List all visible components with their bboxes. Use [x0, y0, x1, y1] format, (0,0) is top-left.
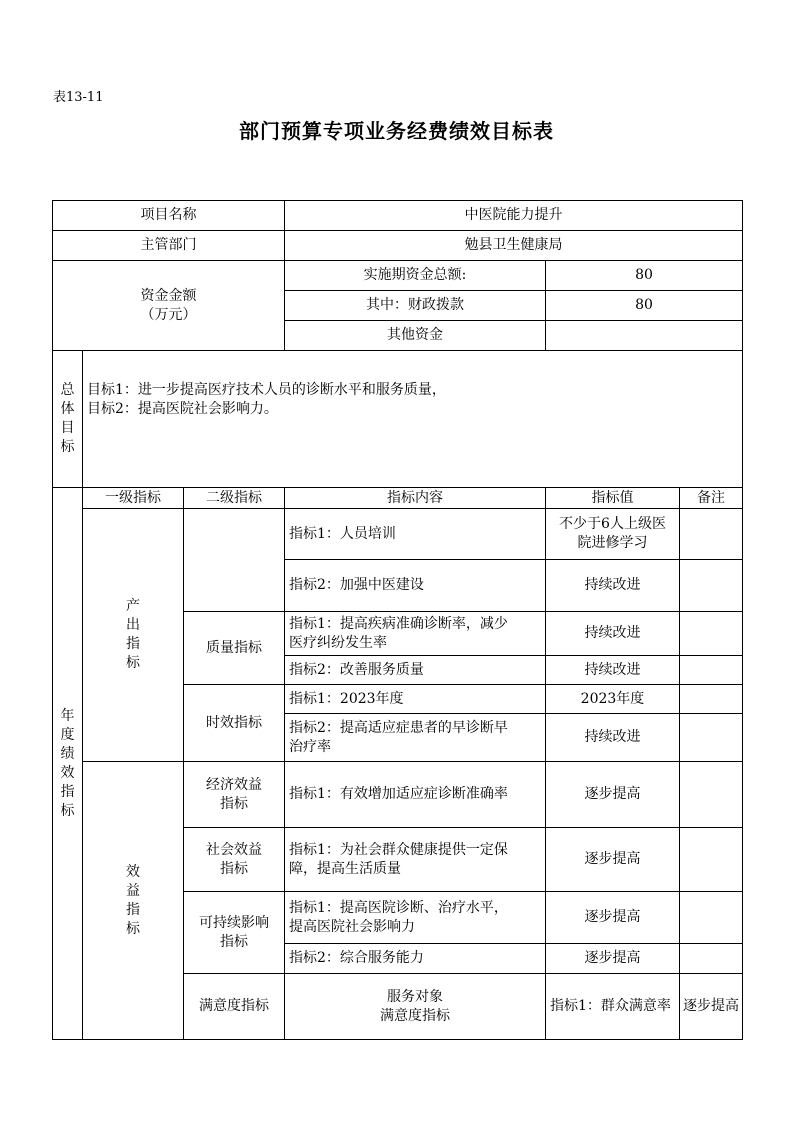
annual-label-char: 标: [60, 802, 75, 819]
annual-label: [53, 488, 83, 1040]
social-label-line1: 社会效益: [206, 841, 262, 858]
economic-label-line1: 经济效益: [206, 776, 262, 793]
output-indicator-label: [83, 509, 184, 762]
indicator-content: 指标1：有效增加适应症诊断准确率: [285, 762, 546, 828]
indicator-remark: [680, 656, 743, 685]
benefit-label-char: 标: [126, 920, 140, 937]
header-level2: 二级指标: [184, 488, 285, 509]
department-row: [53, 231, 743, 261]
satisfaction-sub-label: [285, 974, 546, 1040]
overall-goal-char: 体: [60, 401, 75, 417]
annual-label-char: 效: [60, 764, 75, 781]
economic-indicator-label: [184, 762, 285, 828]
project-row: [53, 201, 743, 231]
quantity-indicator-label: [184, 509, 285, 612]
document-title: 部门预算专项业务经费绩效目标表: [239, 119, 554, 143]
social-indicator-label: [184, 828, 285, 892]
table-row: [53, 762, 743, 828]
benefit-label-char: 指: [126, 901, 140, 918]
benefit-label-char: 效: [126, 863, 140, 880]
benefit-indicator-label: [83, 762, 184, 1040]
social-label-line2: 指标: [220, 860, 248, 877]
funds-label-line2: （万元）: [140, 306, 197, 323]
indicator-content-line2: 医疗纠纷发生率: [289, 634, 387, 651]
funds-other-value: [546, 321, 743, 351]
indicator-content: [285, 612, 546, 656]
project-label: 项目名称: [53, 201, 285, 231]
overall-goal-label: [53, 351, 83, 488]
indicator-value: 逐步提高: [546, 762, 680, 828]
indicator-value-line1: 不少于6人上级医: [559, 516, 666, 532]
indicator-value: 2023年度: [546, 685, 680, 714]
output-label-char: 指: [126, 636, 140, 652]
overall-goal-text: [83, 351, 743, 488]
benefit-label-char: 益: [126, 882, 140, 899]
indicator-remark: [680, 612, 743, 656]
overall-goal-char: 标: [60, 439, 75, 455]
indicator-value-line2: 院进修学习: [577, 535, 648, 551]
timeliness-indicator-label: 时效指标: [184, 685, 285, 762]
overall-goal-line1: 目标1：进一步提高医疗技术人员的诊断水平和服务质量，: [87, 382, 446, 398]
sustainable-indicator-label: [184, 892, 285, 974]
annual-label-char: 绩: [60, 745, 75, 762]
indicator-value: 持续改进: [546, 612, 680, 656]
indicator-remark: [680, 560, 743, 612]
indicator-content: 指标2：改善服务质量: [285, 656, 546, 685]
funds-total-row: [53, 261, 743, 291]
table-row: [53, 509, 743, 560]
indicator-content: [285, 714, 546, 762]
indicator-content: [285, 892, 546, 944]
indicator-content-line1: 指标1：为社会群众健康提供一定保: [289, 841, 508, 858]
header-content: 指标内容: [285, 488, 546, 509]
indicator-content-line2: 提高医院社会影响力: [289, 918, 415, 935]
indicator-value: 持续改进: [546, 560, 680, 612]
indicator-content-line1: 指标1：提高疾病准确诊断率，减少: [289, 615, 508, 632]
funds-fiscal-label: 其中：财政拨款: [285, 291, 546, 321]
department-value: 勉县卫生健康局: [285, 231, 743, 261]
indicator-remark: [680, 828, 743, 892]
funds-label: [53, 261, 285, 351]
indicator-value: 逐步提高: [546, 828, 680, 892]
indicator-remark: [680, 685, 743, 714]
funds-total-label: 实施期资金总额:: [285, 261, 546, 291]
funds-total-value: 80: [546, 261, 743, 291]
indicator-remark: [680, 714, 743, 762]
header-remark: 备注: [680, 488, 743, 509]
indicator-remark: [680, 892, 743, 944]
funds-other-label: 其他资金: [285, 321, 546, 351]
table-number: 表13-11: [53, 90, 104, 105]
annual-label-char: 年: [60, 707, 75, 724]
sustainable-label-line1: 可持续影响: [199, 914, 269, 931]
annual-label-char: 度: [60, 726, 75, 743]
satisfaction-sub-label-line2: 满意度指标: [380, 1007, 450, 1024]
indicator-content: 指标1：人员培训: [285, 509, 546, 560]
indicator-content: 指标1：2023年度: [285, 685, 546, 714]
indicator-remark: [680, 762, 743, 828]
indicator-content: 指标2：综合服务能力: [285, 944, 546, 974]
project-value: 中医院能力提升: [285, 201, 743, 231]
output-label-char: 出: [126, 617, 140, 633]
indicator-value: 持续改进: [546, 656, 680, 685]
indicator-content-line2: 障，提高生活质量: [289, 860, 401, 877]
satisfaction-indicator-label: 满意度指标: [184, 974, 285, 1040]
economic-label-line2: 指标: [220, 795, 248, 812]
overall-goal-row: [53, 351, 743, 488]
indicator-value: 逐步提高: [546, 944, 680, 974]
indicator-value: 逐步提高: [680, 974, 743, 1040]
indicator-content: 指标1：群众满意率: [546, 974, 680, 1040]
indicator-content: [285, 828, 546, 892]
header-level1: 一级指标: [83, 488, 184, 509]
indicator-content: 指标2：加强中医建设: [285, 560, 546, 612]
indicator-content-line2: 治疗率: [289, 738, 331, 755]
indicator-value: 逐步提高: [546, 892, 680, 944]
indicator-value: [546, 509, 680, 560]
funds-label-line1: 资金金额: [140, 287, 197, 304]
indicator-remark: [680, 509, 743, 560]
overall-goal-line2: 目标2：提高医院社会影响力。: [87, 401, 278, 417]
output-label-char: 标: [126, 655, 140, 671]
department-label: 主管部门: [53, 231, 285, 261]
header-value: 指标值: [546, 488, 680, 509]
indicator-content-line1: 指标2：提高适应症患者的早诊断早: [289, 719, 508, 736]
indicator-remark: [680, 944, 743, 974]
overall-goal-char: 目: [60, 420, 75, 436]
annual-label-char: 指: [60, 783, 75, 800]
output-label-char: 产: [126, 598, 140, 614]
overall-goal-char: 总: [60, 382, 75, 398]
performance-target-table: [52, 200, 743, 1040]
indicator-value: 持续改进: [546, 714, 680, 762]
satisfaction-sub-label-line1: 服务对象: [387, 988, 443, 1005]
annual-header-row: [53, 488, 743, 509]
funds-fiscal-value: 80: [546, 291, 743, 321]
indicator-content-line1: 指标1：提高医院诊断、治疗水平，: [289, 899, 508, 916]
sustainable-label-line2: 指标: [220, 933, 248, 950]
quality-indicator-label: 质量指标: [184, 612, 285, 685]
